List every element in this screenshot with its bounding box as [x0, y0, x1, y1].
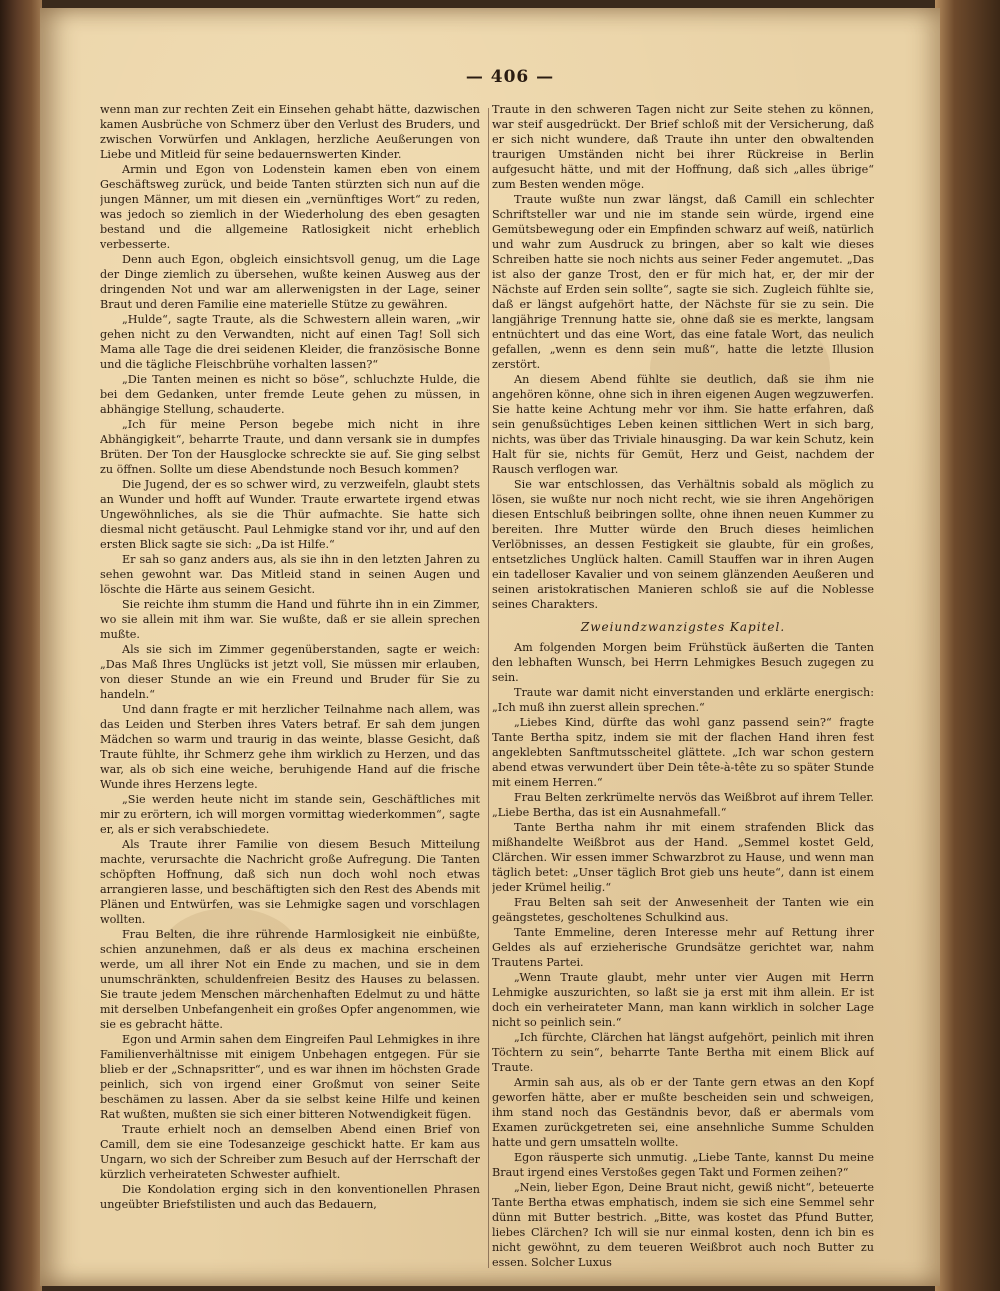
paragraph: Egon räusperte sich unmutig. „Liebe Tante, kannst Du meine Braut irgend eines Verstoßes gegen Takt und Formen zeihen?“ [492, 1151, 874, 1179]
paragraph: Denn auch Egon, obgleich einsichtsvoll genug, um die Lage der Dinge ziemlich zu übersehen, wußte keinen Ausweg aus der dringenden Not und war am allerwenigsten in der Lage, seiner Braut und deren Familie eine materielle Stütze zu gewähren. [100, 253, 480, 311]
paragraph: Armin sah aus, als ob er der Tante gern etwas an den Kopf geworfen hätte, aber er mußte bescheiden sein und schweigen, ihm stand noch das Geständnis bevor, daß er abermals vom Examen zurückgetreten sei, eine ansehnliche Summe Schulden hatte und gern umsatteln wollte. [492, 1076, 874, 1149]
chapter-heading: Zweiundzwanzigstes Kapitel. [580, 620, 786, 634]
paragraph: „Ich für meine Person begebe mich nicht in ihre Abhängigkeit“, beharrte Traute, und dann versank sie in dumpfes Brüten. Der Ton der Hausglocke schreckte sie auf. Sie ging selbst zu öffnen. Sollte um diese Abendstunde noch Besuch kommen? [100, 418, 480, 476]
paragraph: Als sie sich im Zimmer gegenüberstanden, sagte er weich: „Das Maß Ihres Unglücks ist jetzt voll, Sie müssen mir erlauben, von dieser Stunde an wie ein Freund und Bruder für Sie zu handeln.“ [100, 643, 480, 701]
paragraph: Er sah so ganz anders aus, als sie ihn in den letzten Jahren zu sehen gewohnt war. Das Mitleid stand in seinen Augen und löschte die Härte aus seinem Gesicht. [100, 553, 480, 596]
page-edge [935, 0, 1000, 1291]
paragraph: Tante Bertha nahm ihr mit einem strafenden Blick das mißhandelte Weißbrot aus der Hand. „Semmel kostet Geld, Clärchen. Wir essen immer Schwarzbrot zu Hause, und wenn man täglich betet: „Unser täglich Brot gieb uns heute“, dann ist einem jeder Krümel heilig.“ [492, 821, 874, 894]
paragraph: Sie reichte ihm stumm die Hand und führte ihn in ein Zimmer, wo sie allein mit ihm war. Sie wußte, daß er sie allein sprechen mußte. [100, 598, 480, 641]
paragraph: Die Kondolation erging sich in den konventionellen Phrasen ungeübter Briefstilisten und auch das Bedauern, [100, 1183, 480, 1211]
paragraph: Am folgenden Morgen beim Frühstück äußerten die Tanten den lebhaften Wunsch, bei Herrn Lehmigkes Besuch zugegen zu sein. [492, 641, 874, 684]
paragraph: Traute war damit nicht einverstanden und erklärte energisch: „Ich muß ihn zuerst allein sprechen.“ [492, 686, 874, 714]
paragraph: Traute in den schweren Tagen nicht zur Seite stehen zu können, war steif ausgedrückt. Der Brief schloß mit der Versicherung, daß er sich nicht wundere, daß Traute ihn unter den obwaltenden traurigen Umständen nicht bei ihrer Rückreise in Berlin aufgesucht hätte, und mit der Hoffnung, daß sich „alles übrige“ zum Besten wenden möge. [492, 103, 874, 191]
paragraph: Traute wußte nun zwar längst, daß Camill ein schlechter Schriftsteller war und nie im stande sein würde, irgend eine Gemütsbewegung oder ein Empfinden schwarz auf weiß, natürlich und wahr zum Ausdruck zu bringen, aber so kalt wie dieses Schreiben hatte sie noch nichts aus seiner Feder angemutet. „Das ist also der ganze Trost, den er für mich hat, er, der mir der Nächste auf Erden sein sollte“, sagte sie sich. Zugleich fühlte sie, daß er längst aufgehört hatte, der Nächste für sie zu sein. Die langjährige Trennung hatte sie, ohne daß sie es merkte, langsam entnüchtert und das eine Wort, das eine fatale Wort, das neulich gefallen, „wenn es denn sein muß“, hatte die letzte Illusion zerstört. [492, 193, 874, 371]
paragraph: „Nein, lieber Egon, Deine Braut nicht, gewiß nicht“, beteuerte Tante Bertha etwas emphatisch, indem sie sich eine Semmel sehr dünn mit Butter bestrich. „Bitte, was kostet das Pfund Butter, liebes Clärchen? Ich will sie nur einmal kosten, denn ich bin es nicht gewöhnt, zu dem teueren Weißbrot auch noch Butter zu essen. Solcher Luxus [492, 1181, 874, 1269]
paragraph: Als Traute ihrer Familie von diesem Besuch Mitteilung machte, verursachte die Nachricht große Aufregung. Die Tanten schöpften Hoffnung, daß sich nun doch wohl noch etwas arrangieren lasse, und beschäftigten sich den Rest des Abends mit Plänen und Entwürfen, was sie Lehmigke sagen und vorschlagen wollten. [100, 838, 480, 926]
right-column-bottom-text [492, 640, 874, 1270]
paragraph: An diesem Abend fühlte sie deutlich, daß sie ihm nie angehören könne, ohne sich in ihren eigenen Augen wegzuwerfen. Sie hatte keine Achtung mehr vor ihm. Sie hatte erfahren, daß sein genußsüchtiges Leben keinen sittlichen Wert in sich barg, nichts, was über das Triviale hinausging. Da war kein Schutz, kein Halt für sie, nichts für Gemüt, Herz und Geist, nachdem der Rausch verflogen war. [492, 373, 874, 476]
paragraph: Und dann fragte er mit herzlicher Teilnahme nach allem, was das Leiden und Sterben ihres Vaters betraf. Er sah dem jungen Mädchen so warm und traurig in das weinte, blasse Gesicht, daß Traute fühlte, ihr Schmerz gehe ihm wirklich zu Herzen, und das war, als ob sich eine weiche, beruhigende Hand auf die frische Wunde ihres Herzens legte. [100, 703, 480, 791]
page-number: — 406 — [465, 67, 555, 87]
book-spine [0, 0, 42, 1291]
right-text-column [492, 102, 874, 1272]
paragraph: Tante Emmeline, deren Interesse mehr auf Rettung ihrer Geldes als auf erzieherische Grundsätze gerichtet war, nahm Trautens Partei. [492, 926, 874, 969]
paragraph: Die Jugend, der es so schwer wird, zu verzweifeln, glaubt stets an Wunder und hofft auf Wunder. Traute erwartete irgend etwas Ungewöhnliches, als sie die Thür aufmachte. Sie hatte sich diesmal nicht getäuscht. Paul Lehmigke stand vor ihr, und auf den ersten Blick sagte sie sich: „Da ist Hilfe.“ [100, 478, 480, 551]
paragraph: „Sie werden heute nicht im stande sein, Geschäftliches mit mir zu erörtern, ich will morgen vormittag wiederkommen“, sagte er, als er sich verabschiedete. [100, 793, 480, 836]
paragraph: „Wenn Traute glaubt, mehr unter vier Augen mit Herrn Lehmigke auszurichten, so laßt sie ja erst mit ihm allein. Er ist doch ein verheirateter Mann, man kann wirklich in solcher Lage nicht so peinlich sein.“ [492, 971, 874, 1029]
paragraph: Armin und Egon von Lodenstein kamen eben von einem Geschäftsweg zurück, und beide Tanten stürzten sich nun auf die jungen Männer, um mit diesen ein „vernünftiges Wort“ zu reden, was jedoch so ziemlich in der Wiederholung des eben gesagten bestand und die allgemeine Ratlosigkeit nicht erheblich verbesserte. [100, 163, 480, 251]
paragraph: Traute erhielt noch an demselben Abend einen Brief von Camill, dem sie eine Todesanzeige geschickt hatte. Er kam aus Ungarn, wo sich der Schreiber zum Besuch auf der Herrschaft der kürzlich verheirateten Schwester aufhielt. [100, 1123, 480, 1181]
paragraph: Frau Belten sah seit der Anwesenheit der Tanten wie ein geängstetes, gescholtenes Schulkind aus. [492, 896, 874, 924]
left-text-column [100, 102, 480, 1272]
paragraph: „Liebes Kind, dürfte das wohl ganz passend sein?“ fragte Tante Bertha spitz, indem sie mit der flachen Hand ihren fest angeklebten Sanftmutsscheitel glättete. „Ich war schon gestern abend etwas verwundert über Dein tête-à-tête zu so später Stunde mit einem Herren.“ [492, 716, 874, 789]
paragraph: wenn man zur rechten Zeit ein Einsehen gehabt hätte, dazwischen kamen Ausbrüche von Schmerz über den Verlust des Bruders, und zwischen Vorwürfen und Anklagen, herzliche Aeußerungen von Liebe und Mitleid für seine bedauernswerten Kinder. [100, 103, 480, 161]
paragraph: Frau Belten zerkrümelte nervös das Weißbrot auf ihrem Teller. „Liebe Bertha, das ist ein Ausnahmefall.“ [492, 791, 874, 819]
paragraph: „Ich fürchte, Clärchen hat längst aufgehört, peinlich mit ihren Töchtern zu sein“, beharrte Tante Bertha mit einem Blick auf Traute. [492, 1031, 874, 1074]
paragraph: Frau Belten, die ihre rührende Harmlosigkeit nie einbüßte, schien anzunehmen, daß er als deus ex machina erscheinen werde, um all ihrer Not ein Ende zu machen, und sie in dem unumschränkten, schuldenfreien Besitz des Hauses zu belassen. Sie traute jedem Menschen märchenhaften Edelmut zu und hätte mit derselben Unbefangenheit ein großes Opfer angenommen, wie sie es gebracht hätte. [100, 928, 480, 1031]
right-column-top-text [492, 102, 874, 612]
column-divider [488, 108, 489, 1268]
paragraph: „Hulde“, sagte Traute, als die Schwestern allein waren, „wir gehen nicht zu den Verwandten, nicht auf einen Tag! Soll sich Mama alle Tage die drei seidenen Kleider, die französische Bonne und die tägliche Fleischbrühe vorhalten lassen?“ [100, 313, 480, 371]
paragraph: Sie war entschlossen, das Verhältnis sobald als möglich zu lösen, sie wußte nur noch nicht recht, wie sie ihren Angehörigen diesen Entschluß beibringen sollte, ohne ihnen neuen Kummer zu bereiten. Ihre Mutter würde den Bruch dieses heimlichen Verlöbnisses, an dessen Festigkeit sie glaubte, für ein großes, entsetzliches Unglück halten. Camill Stauffen war in ihren Augen ein tadelloser Kavalier und von seinem glänzenden Aeußeren und seinen aristokratischen Manieren schloß sie auf die Noblesse seines Charakters. [492, 478, 874, 611]
paragraph: „Die Tanten meinen es nicht so böse“, schluchzte Hulde, die bei dem Gedanken, unter fremde Leute gehen zu müssen, in abhängige Stellung, schauderte. [100, 373, 480, 416]
paragraph: Egon und Armin sahen dem Eingreifen Paul Lehmigkes in ihre Familienverhältnisse mit einigem Unbehagen entgegen. Für sie blieb er der „Schnapsritter“, und es war ihnen im höchsten Grade peinlich, sich von irgend einer Großmut von seiner Seite beschämen zu lassen. Aber da sie selbst keine Hilfe und keinen Rat wußten, mußten sie sich einer bitteren Notwendigkeit fügen. [100, 1033, 480, 1121]
